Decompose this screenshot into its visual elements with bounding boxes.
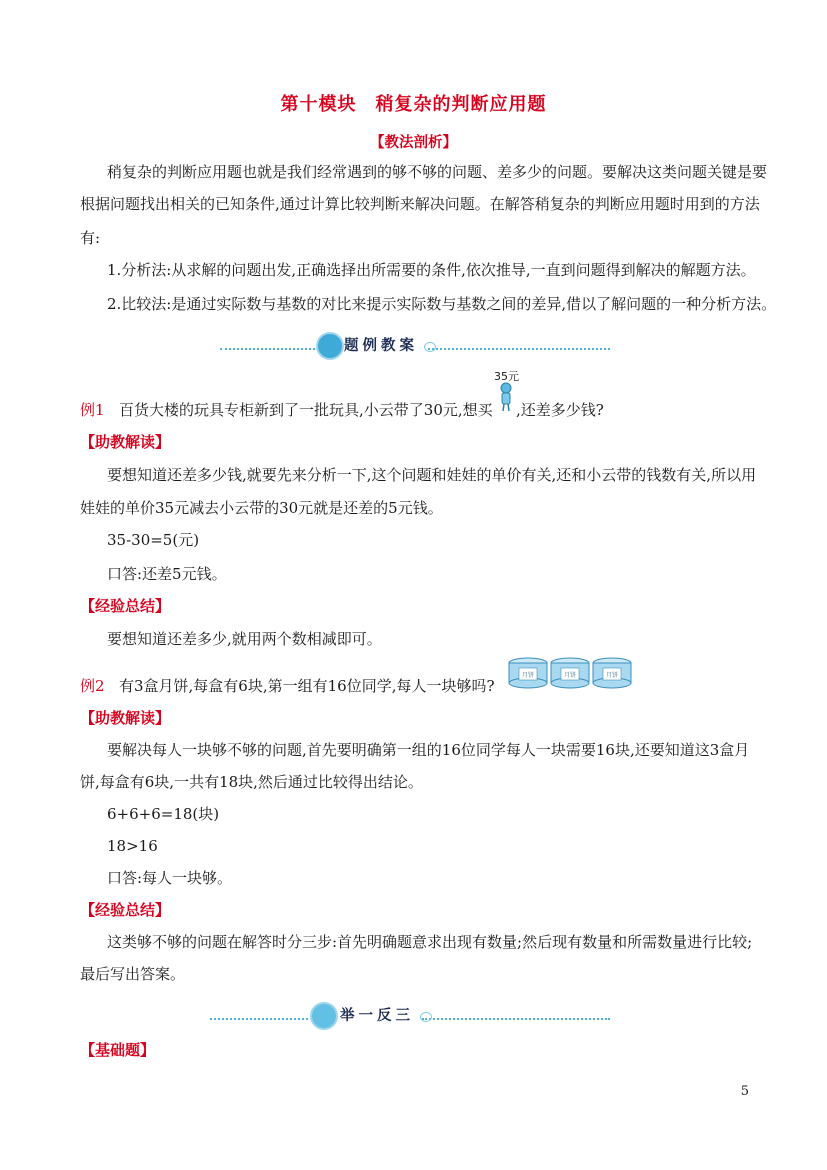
help-2-line-1: 要解决每人一块够不够的问题,首先要明确第一组的16位同学每人一块需要16块,还要知道这3盒月 [107, 741, 750, 759]
banner-swirl-icon [424, 342, 436, 352]
help-2-line-2: 饼,每盒有6块,一共有18块,然后通过比较得出结论。 [80, 773, 423, 791]
help-1-line-1: 要想知道还差多少钱,就要先来分析一下,这个问题和娃娃的单价有关,还和小云带的钱数有关,所以用 [107, 466, 757, 484]
svg-text:月饼: 月饼 [521, 672, 535, 679]
section-banner-examples [220, 330, 610, 364]
doll-price-label: 35元 [494, 370, 519, 383]
banner-label: 题例教案 [344, 338, 418, 354]
svg-text:月饼: 月饼 [563, 672, 577, 679]
help-heading-1: 【助教解读】 [80, 433, 171, 451]
example-1-text-a: 百货大楼的玩具专柜新到了一批玩具,小云带了30元,想买 [119, 401, 493, 419]
help-1-line-2: 娃娃的单价35元减去小云带的30元就是还差的5元钱。 [80, 499, 443, 517]
banner-label: 举一反三 [340, 1008, 414, 1024]
mooncake-box-icon [593, 658, 631, 688]
intro-line-2: 根据问题找出相关的已知条件,通过计算比较判断来解决问题。在解答稍复杂的判断应用题时用到的方法 [80, 195, 760, 213]
example-2-label: 例2 [80, 677, 105, 695]
example-2-text: 有3盒月饼,每盒有6块,第一组有16位同学,每人一块够吗? [119, 677, 495, 695]
page-number: 5 [740, 1084, 749, 1099]
summary-2-line-1: 这类够不够的问题在解答时分三步:首先明确题意求出现有数量;然后现有数量和所需数量进行比较; [107, 933, 753, 951]
example-1-label: 例1 [80, 401, 105, 419]
intro-line-3: 有: [80, 229, 101, 247]
calc-2a: 6+6+6=18(块) [107, 805, 220, 823]
mooncake-box-icon [551, 658, 589, 688]
section-banner-practice [210, 1000, 610, 1034]
calc-1: 35-30=5(元) [107, 531, 200, 549]
summary-heading-2: 【经验总结】 [80, 901, 171, 919]
intro-line-1: 稍复杂的判断应用题也就是我们经常遇到的够不够的问题、差多少的问题。要解决这类问题关键是要 [107, 163, 768, 181]
summary-1: 要想知道还差多少,就用两个数相减即可。 [107, 630, 382, 648]
banner-badge-icon [310, 1002, 338, 1030]
page-title: 第十模块 稍复杂的判断应用题 [280, 94, 547, 115]
answer-2: 口答:每人一块够。 [107, 869, 233, 887]
example-1-text-b: ,还差多少钱? [516, 401, 604, 419]
mooncake-box-icon [509, 658, 547, 688]
calc-2b: 18>16 [107, 837, 158, 855]
banner-swirl-icon [420, 1012, 432, 1022]
summary-heading-1: 【经验总结】 [80, 597, 171, 615]
help-heading-2: 【助教解读】 [80, 709, 171, 727]
banner-badge-icon [316, 332, 344, 360]
basic-heading: 【基础题】 [80, 1041, 156, 1059]
doll-toy-icon [495, 382, 517, 412]
svg-text:月饼: 月饼 [605, 672, 619, 679]
method-heading: 【教法剖析】 [370, 134, 457, 151]
answer-1: 口答:还差5元钱。 [107, 565, 227, 583]
summary-2-line-2: 最后写出答案。 [80, 965, 186, 983]
method-item-1: 1.分析法:从求解的问题出发,正确选择出所需要的条件,依次推导,一直到问题得到解决的解题方法。 [107, 261, 756, 279]
mooncake-boxes-icon [508, 656, 638, 690]
method-item-2: 2.比较法:是通过实际数与基数的对比来提示实际数与基数之间的差异,借以了解问题的一种分析方法。 [107, 295, 777, 313]
